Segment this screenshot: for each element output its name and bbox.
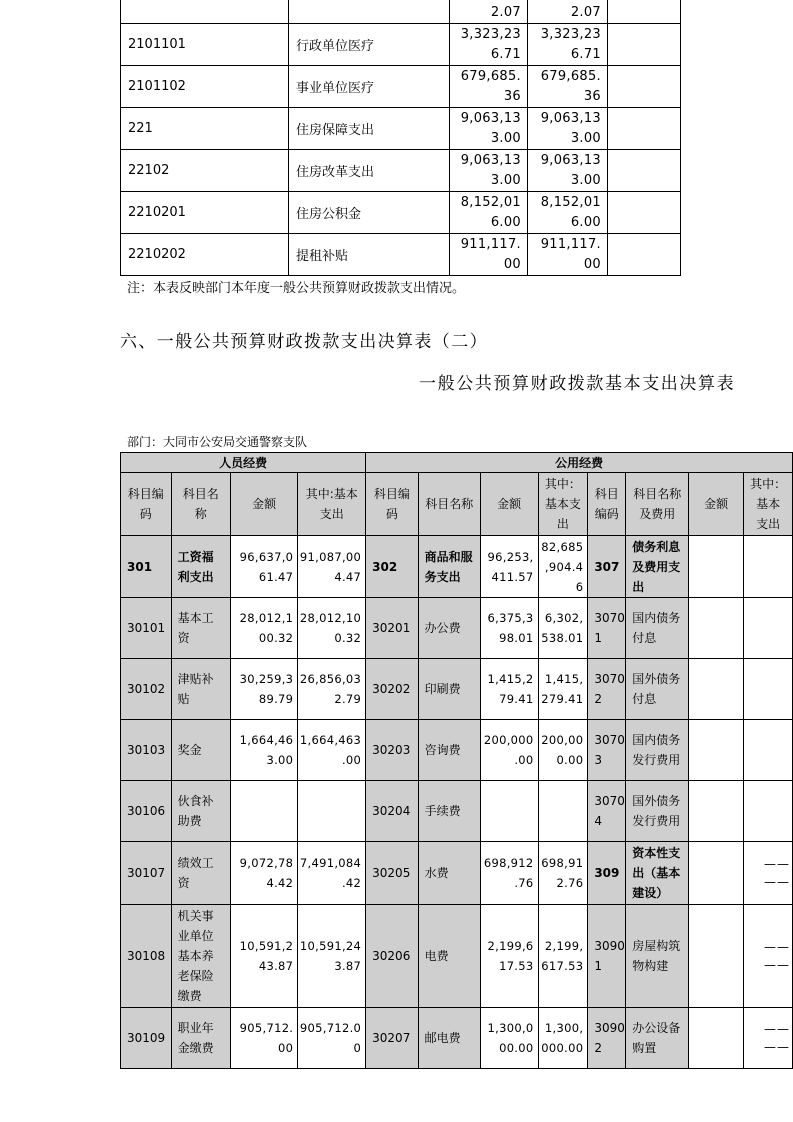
public-subject-code: 30204: [366, 781, 419, 842]
capital-basic-cell: [744, 659, 793, 720]
subject-name: 机关事 业单位 基本养 老保险 缴费: [171, 905, 230, 1008]
public-basic-cell: 1,300, 000.00: [538, 1008, 588, 1069]
basic-cell: 3,323,23 6.71: [528, 24, 608, 66]
department-label: 部门：大同市公安局交通警察支队: [127, 435, 308, 449]
public-basic-cell: 6,302, 538.01: [538, 598, 588, 659]
table-row: [121, 108, 681, 150]
table-row: [121, 720, 793, 781]
capital-subject-code: 309: [588, 842, 626, 905]
capital-amount-cell: [689, 905, 744, 1008]
header-cname: 科目名称 及费用: [626, 473, 689, 536]
capital-subject-name: 国内债务 付息: [626, 598, 689, 659]
amount-cell: 911,117. 00: [450, 234, 528, 276]
capital-subject-code: 3070 1: [588, 598, 626, 659]
basic-cell: 9,063,13 3.00: [528, 150, 608, 192]
public-subject-name: 印刷费: [418, 659, 480, 720]
section-title: 六、一般公共预算财政拨款支出决算表（二）: [120, 332, 488, 352]
basic-cell: 905,712.0 0: [298, 1008, 366, 1069]
table-row: [121, 598, 793, 659]
public-amount-cell: 698,912 .76: [480, 842, 538, 905]
public-subject-code: 30201: [366, 598, 419, 659]
capital-subject-name: 资本性支 出（基本 建设）: [626, 842, 689, 905]
subject-name: 行政单位医疗: [289, 24, 450, 66]
capital-subject-code: 3070 2: [588, 659, 626, 720]
capital-amount-cell: [689, 781, 744, 842]
public-amount-cell: 1,415,2 79.41: [480, 659, 538, 720]
amount-cell: 679,685. 36: [450, 66, 528, 108]
table-row: [121, 536, 793, 598]
subject-code: 2101101: [121, 24, 289, 66]
table-title: 一般公共预算财政拨款基本支出决算表: [419, 374, 736, 394]
public-subject-name: 邮电费: [418, 1008, 480, 1069]
public-amount-cell: 200,000 .00: [480, 720, 538, 781]
public-subject-code: 30205: [366, 842, 419, 905]
public-subject-name: 水费: [418, 842, 480, 905]
capital-subject-name: 国内债务 发行费用: [626, 720, 689, 781]
capital-amount-cell: [689, 659, 744, 720]
header-cbasic: 其中： 基本 支出: [744, 473, 793, 536]
capital-subject-code: 3090 2: [588, 1008, 626, 1069]
amount-cell: 8,152,01 6.00: [450, 192, 528, 234]
capital-amount-cell: [689, 842, 744, 905]
basic-cell: 8,152,01 6.00: [528, 192, 608, 234]
table-row: [121, 24, 681, 66]
amount-cell: 905,712. 00: [230, 1008, 297, 1069]
subject-name: 伙食补 助费: [171, 781, 230, 842]
amount-cell: 10,591,2 43.87: [230, 905, 297, 1008]
capital-basic-cell: —— ——: [744, 1008, 793, 1069]
public-subject-code: 30207: [366, 1008, 419, 1069]
table-row: [121, 0, 681, 24]
basic-cell: 91,087,00 4.47: [298, 536, 366, 598]
header-name: 科目名 称: [171, 473, 230, 536]
public-basic-cell: 82,685 ,904.4 6: [538, 536, 588, 598]
public-subject-name: 办公费: [418, 598, 480, 659]
subject-name: 津贴补 贴: [171, 659, 230, 720]
table-row: [121, 150, 681, 192]
amount-cell: 9,063,13 3.00: [450, 150, 528, 192]
table-row: [121, 781, 793, 842]
capital-subject-code: 3070 3: [588, 720, 626, 781]
table-row: [121, 842, 793, 905]
public-amount-cell: 96,253, 411.57: [480, 536, 538, 598]
public-subject-code: 30202: [366, 659, 419, 720]
subject-name: 住房公积金: [289, 192, 450, 234]
public-subject-name: 咨询费: [418, 720, 480, 781]
subject-name: 住房保障支出: [289, 108, 450, 150]
subject-name: 基本工 资: [171, 598, 230, 659]
subject-name: 绩效工 资: [171, 842, 230, 905]
header-camount: 金额: [689, 473, 744, 536]
amount-cell: 9,072,78 4.42: [230, 842, 297, 905]
public-basic-cell: 2,199, 617.53: [538, 905, 588, 1008]
capital-basic-cell: [744, 781, 793, 842]
subject-code: 30107: [121, 842, 172, 905]
table-row: [121, 1008, 793, 1069]
public-subject-code: 302: [366, 536, 419, 598]
capital-amount-cell: [689, 720, 744, 781]
header-amount: 金额: [230, 473, 297, 536]
amount-cell: 3,323,23 6.71: [450, 24, 528, 66]
capital-subject-code: 307: [588, 536, 626, 598]
header-code: 科目编 码: [121, 473, 172, 536]
header-pname: 科目名称: [418, 473, 480, 536]
amount-cell: 28,012,1 00.32: [230, 598, 297, 659]
basic-cell: 2.07: [528, 0, 608, 24]
capital-basic-cell: [744, 598, 793, 659]
amount-cell: [230, 781, 297, 842]
group-header-row: [121, 453, 793, 473]
basic-cell: 679,685. 36: [528, 66, 608, 108]
header-ccode: 科目 编码: [588, 473, 626, 536]
public-basic-cell: 698,91 2.76: [538, 842, 588, 905]
subject-code: 301: [121, 536, 172, 598]
subject-name: 工资福 利支出: [171, 536, 230, 598]
personnel-group-header: 人员经费: [121, 453, 366, 473]
capital-basic-cell: [744, 720, 793, 781]
subject-name: 职业年 金缴费: [171, 1008, 230, 1069]
subject-code: 22102: [121, 150, 289, 192]
header-pcode: 科目编 码: [366, 473, 419, 536]
public-basic-cell: 200,00 0.00: [538, 720, 588, 781]
table-row: [121, 659, 793, 720]
amount-cell: 2.07: [450, 0, 528, 24]
capital-subject-code: 3090 1: [588, 905, 626, 1008]
public-subject-name: 商品和服 务支出: [418, 536, 480, 598]
table-note: 注：本表反映部门本年度一般公共预算财政拨款支出情况。: [127, 281, 466, 296]
capital-subject-name: 办公设备 购置: [626, 1008, 689, 1069]
basic-cell: 9,063,13 3.00: [528, 108, 608, 150]
column-header-row: [121, 473, 793, 536]
public-basic-cell: 1,415, 279.41: [538, 659, 588, 720]
capital-subject-name: 国外债务 发行费用: [626, 781, 689, 842]
subject-code: 221: [121, 108, 289, 150]
capital-basic-cell: [744, 536, 793, 598]
table-row: [121, 234, 681, 276]
subject-code: 30103: [121, 720, 172, 781]
table-row: [121, 192, 681, 234]
subject-code: 30109: [121, 1008, 172, 1069]
public-amount-cell: 2,199,6 17.53: [480, 905, 538, 1008]
capital-amount-cell: [689, 1008, 744, 1069]
subject-name: 事业单位医疗: [289, 66, 450, 108]
amount-cell: 9,063,13 3.00: [450, 108, 528, 150]
public-amount-cell: [480, 781, 538, 842]
subject-code: 2101102: [121, 66, 289, 108]
subject-name: 住房改革支出: [289, 150, 450, 192]
basic-expenditure-table: [120, 452, 793, 1069]
basic-cell: 1,664,463 .00: [298, 720, 366, 781]
capital-amount-cell: [689, 598, 744, 659]
capital-basic-cell: —— ——: [744, 905, 793, 1008]
basic-cell: 28,012,10 0.32: [298, 598, 366, 659]
basic-cell: 26,856,03 2.79: [298, 659, 366, 720]
capital-subject-code: 3070 4: [588, 781, 626, 842]
subject-code: 30106: [121, 781, 172, 842]
budget-expenditure-table-1: [120, 0, 681, 276]
amount-cell: 96,637,0 61.47: [230, 536, 297, 598]
capital-amount-cell: [689, 536, 744, 598]
public-subject-name: 手续费: [418, 781, 480, 842]
subject-code: 2210202: [121, 234, 289, 276]
header-pbasic: 其中： 基本支 出: [538, 473, 588, 536]
header-basic: 其中:基本 支出: [298, 473, 366, 536]
public-group-header: 公用经费: [366, 453, 793, 473]
capital-subject-name: 房屋构筑 物构建: [626, 905, 689, 1008]
basic-cell: [298, 781, 366, 842]
amount-cell: 1,664,46 3.00: [230, 720, 297, 781]
public-amount-cell: 1,300,0 00.00: [480, 1008, 538, 1069]
subject-name: 提租补贴: [289, 234, 450, 276]
subject-name: 奖金: [171, 720, 230, 781]
subject-code: 30108: [121, 905, 172, 1008]
public-subject-code: 30206: [366, 905, 419, 1008]
header-pamount: 金额: [480, 473, 538, 536]
subject-code: 30101: [121, 598, 172, 659]
subject-code: 30102: [121, 659, 172, 720]
subject-code: 2210201: [121, 192, 289, 234]
public-subject-name: 电费: [418, 905, 480, 1008]
public-amount-cell: 6,375,3 98.01: [480, 598, 538, 659]
public-subject-code: 30203: [366, 720, 419, 781]
basic-cell: 10,591,24 3.87: [298, 905, 366, 1008]
capital-subject-name: 债务利息 及费用支 出: [626, 536, 689, 598]
capital-basic-cell: —— ——: [744, 842, 793, 905]
table-row: [121, 905, 793, 1008]
basic-cell: 911,117. 00: [528, 234, 608, 276]
capital-subject-name: 国外债务 付息: [626, 659, 689, 720]
public-basic-cell: [538, 781, 588, 842]
basic-cell: 7,491,084 .42: [298, 842, 366, 905]
table-row: [121, 66, 681, 108]
amount-cell: 30,259,3 89.79: [230, 659, 297, 720]
